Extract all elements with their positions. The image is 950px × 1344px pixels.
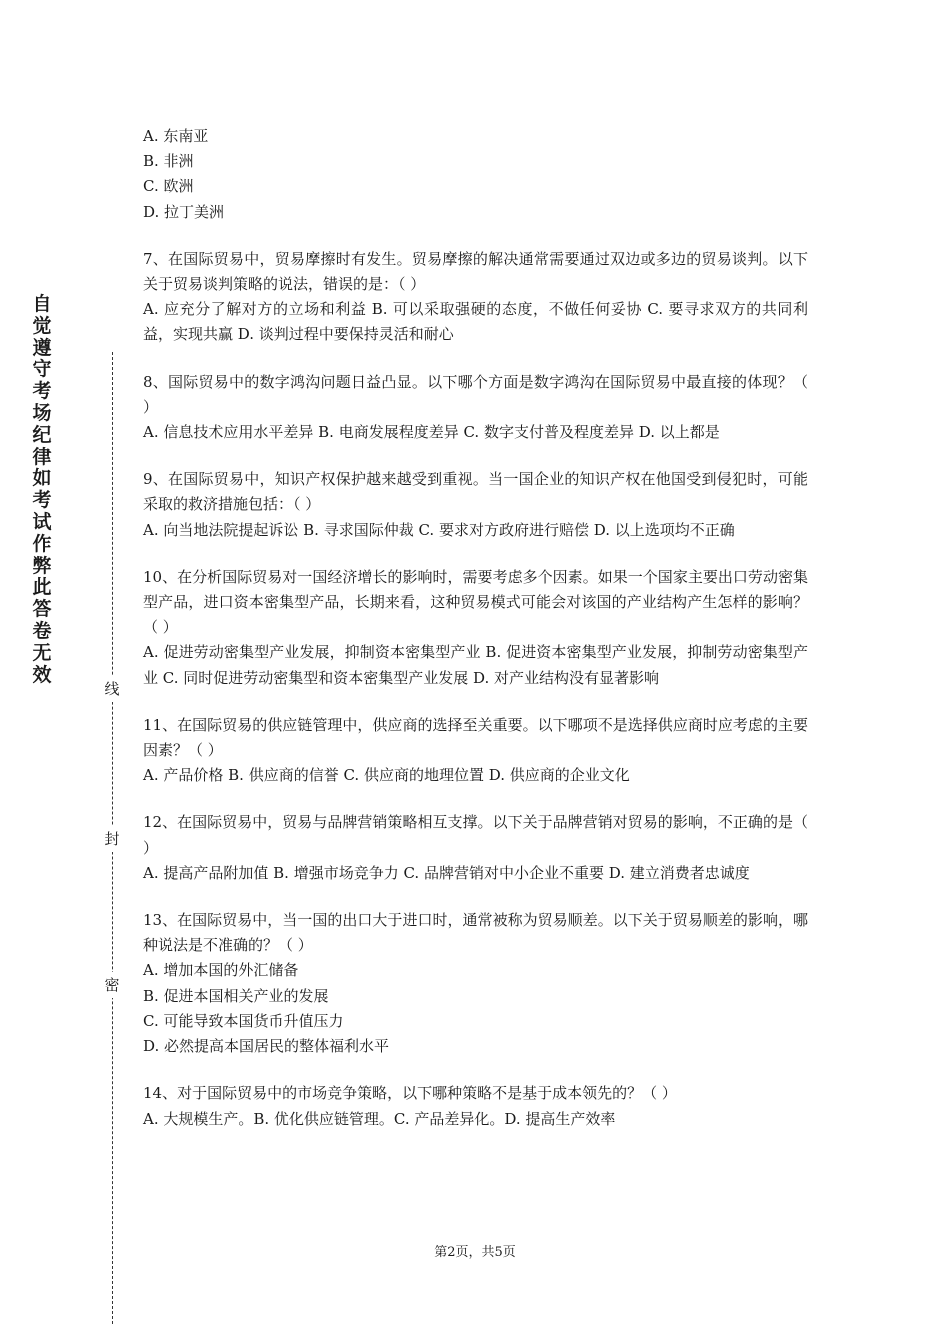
warning-char: 卷 (32, 619, 52, 642)
warning-char: 效 (32, 663, 52, 686)
warning-char: 如 (32, 467, 52, 490)
warning-char: 考 (32, 380, 52, 403)
answer-option: D. 必然提高本国居民的整体福利水平 (143, 1037, 390, 1056)
question-stem: 8、国际贸易中的数字鸿沟问题日益凸显。以下哪个方面是数字鸿沟在国际贸易中最直接的体现？（ ） (143, 372, 808, 416)
question-stem: 12、在国际贸易中，贸易与品牌营销策略相互支撑。以下关于品牌营销对贸易的影响，不正确的是（ ） (143, 813, 808, 857)
warning-char: 考 (32, 489, 52, 512)
question-stem: 9、在国际贸易中，知识产权保护越来越受到重视。当一国企业的知识产权在他国受到侵犯时，可能采取的救济措施包括：（ ） (143, 470, 808, 514)
binding-mark-seal: 封 (103, 826, 121, 852)
question-block (143, 810, 808, 886)
question-stem: 10、在分析国际贸易对一国经济增长的影响时，需要考虑多个因素。如果一个国家主要出口劳动密集型产品，进口资本密集型产品，长期来看，这种贸易模式可能会对该国的产业结构产生怎样的影响？（ ） (143, 567, 808, 637)
warning-char: 纪 (32, 423, 52, 446)
question-block (143, 124, 808, 225)
exam-discipline-warning (30, 294, 54, 686)
warning-char: 觉 (32, 314, 52, 337)
warning-char: 答 (32, 598, 52, 621)
question-block (143, 713, 808, 789)
binding-mark-line: 线 (103, 676, 121, 702)
warning-char: 律 (32, 445, 52, 468)
question-stem: 13、在国际贸易中，当一国的出口大于进口时，通常被称为贸易顺差。以下关于贸易顺差的影响，哪种说法是不准确的？（ ） (143, 911, 808, 955)
warning-char: 守 (32, 358, 52, 381)
answer-option: A. 产品价格 B. 供应商的信誉 C. 供应商的地理位置 D. 供应商的企业文化 (143, 766, 630, 785)
binding-mark-secret: 密 (103, 972, 121, 998)
question-stem: 14、对于国际贸易中的市场竞争策略，以下哪种策略不是基于成本领先的？（ ） (143, 1084, 677, 1103)
answer-option: A. 增加本国的外汇储备 (143, 961, 299, 980)
answer-option: B. 促进本国相关产业的发展 (143, 986, 329, 1005)
answer-option: A. 应充分了解对方的立场和利益 B. 可以采取强硬的态度，不做任何妥协 C. 要寻求双方的共同利益，实现共赢 D. 谈判过程中要保持灵活和耐心 (143, 300, 808, 344)
question-block (143, 370, 808, 446)
answer-option: A. 提高产品附加值 B. 增强市场竞争力 C. 品牌营销对中小企业不重要 D. 建立消费者忠诚度 (143, 863, 750, 882)
question-block (143, 565, 808, 691)
question-list (143, 124, 808, 1154)
warning-char: 无 (32, 641, 52, 664)
answer-option: A. 东南亚 (143, 127, 209, 145)
warning-char: 此 (32, 576, 52, 599)
question-block (143, 1081, 808, 1131)
question-block (143, 908, 808, 1059)
answer-option: A. 促进劳动密集型产业发展，抑制资本密集型产业 B. 促进资本密集型产业发展，抑制劳动密集型产业 C. 同时促进劳动密集型和资本密集型产业发展 D. 对产业结构没有显著影响 (143, 643, 808, 687)
question-block (143, 467, 808, 543)
answer-option: B. 非洲 (143, 152, 194, 171)
warning-char: 自 (32, 293, 52, 315)
warning-char: 作 (32, 532, 52, 555)
question-block (143, 247, 808, 348)
question-stem: 11、在国际贸易的供应链管理中，供应商的选择至关重要。以下哪项不是选择供应商时应考虑的主要因素？（ ） (143, 715, 808, 760)
answer-option: D. 拉丁美洲 (143, 202, 225, 221)
question-stem: 7、在国际贸易中，贸易摩擦时有发生。贸易摩擦的解决通常需要通过双边或多边的贸易谈判。以下关于贸易谈判策略的说法，错误的是：（ ） (143, 249, 808, 294)
warning-char: 弊 (32, 554, 52, 577)
page-number: 第2页，共5页 (434, 1245, 516, 1260)
answer-option: A. 向当地法院提起诉讼 B. 寻求国际仲裁 C. 要求对方政府进行赔偿 D. 以上选项均不正确 (143, 520, 735, 539)
warning-char: 场 (32, 401, 52, 424)
answer-option: C. 可能导致本国货币升值压力 (143, 1011, 344, 1030)
warning-char: 遵 (32, 336, 52, 359)
answer-option: A. 大规模生产。B. 优化供应链管理。C. 产品差异化。D. 提高生产效率 (143, 1109, 616, 1128)
answer-option: A. 信息技术应用水平差异 B. 电商发展程度差异 C. 数字支付普及程度差异 D. 以上都是 (143, 423, 720, 442)
answer-option: C. 欧洲 (143, 177, 194, 196)
warning-char: 试 (32, 510, 52, 533)
